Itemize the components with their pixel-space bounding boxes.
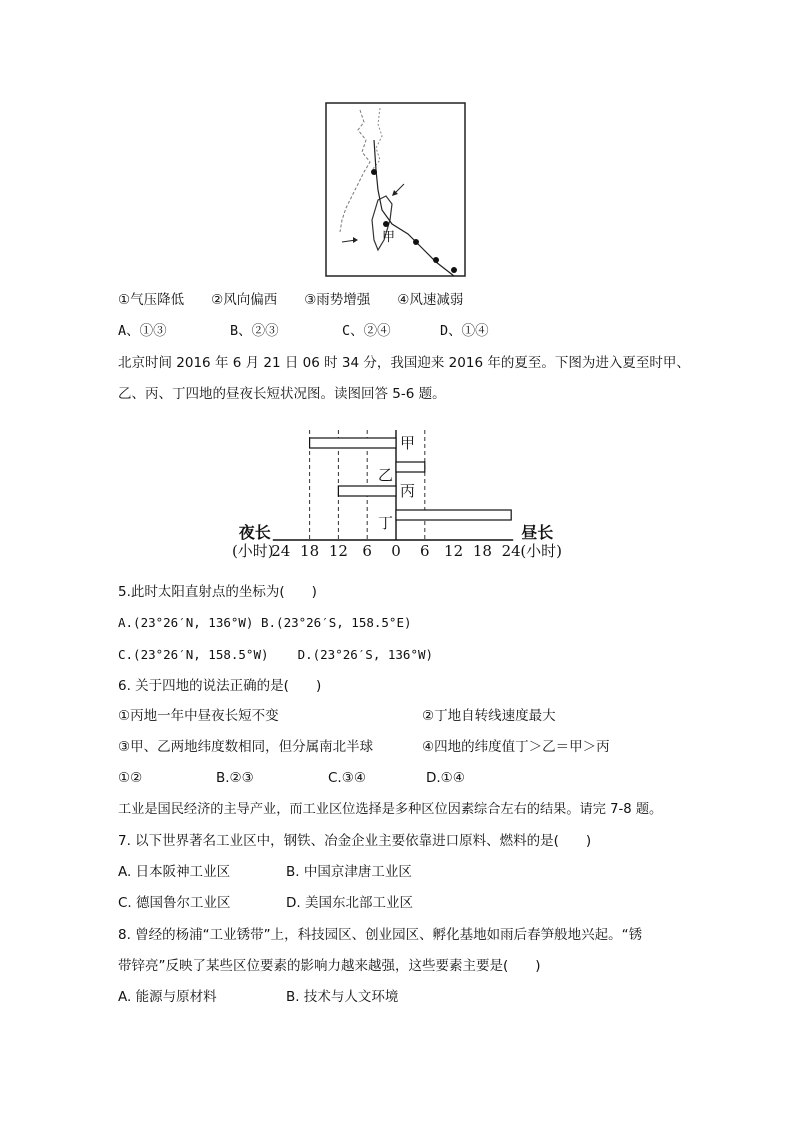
- chart-tick-label: 18: [472, 542, 492, 560]
- map-frame: [326, 103, 465, 276]
- day-night-chart: [220, 420, 600, 565]
- track-point: [371, 169, 377, 175]
- q7-option-d: D. 美国东北部工业区: [286, 895, 413, 911]
- intro-7-8: 工业是国民经济的主导产业，而工业区位选择是多种区位因素综合左右的结果。请完 7-8 题。: [118, 802, 663, 817]
- q5-option-d: D.(23°26′S, 136°W): [297, 647, 434, 662]
- chart-tick-label: 6: [362, 542, 372, 560]
- track-point: [413, 239, 419, 245]
- q7-stem: 7. 以下世界著名工业区中，钢铁、冶金企业主要依靠进口原料、燃料的是( ): [118, 833, 592, 849]
- track-point: [451, 267, 457, 273]
- q6-statement-4: ④四地的纬度值丁＞乙＝甲＞丙: [422, 739, 610, 755]
- chart-tick-label: 24: [271, 542, 291, 560]
- q8-option-a: A. 能源与原材料: [118, 989, 217, 1005]
- track-point: [433, 257, 439, 263]
- track-point: [383, 221, 389, 227]
- q5-options-cd: [118, 646, 433, 664]
- q6-stem: 6. 关于四地的说法正确的是( ): [118, 678, 322, 694]
- q4-option-c: C、②④: [342, 323, 391, 339]
- q7-option-a: A. 日本阪神工业区: [118, 864, 231, 880]
- chart-tick-label: 0: [391, 542, 401, 560]
- q6-option-c: C.③④: [328, 770, 366, 786]
- chart-xlabel-left: 夜长: [238, 523, 271, 542]
- q4-statements: ①气压降低 ②风向偏西 ③雨势增强 ④风速减弱: [118, 292, 464, 308]
- q6-option-d: D.①④: [426, 770, 465, 786]
- chart-tick-label: 12: [328, 542, 348, 560]
- q5-stem: 5.此时太阳直射点的坐标为( ): [118, 584, 317, 600]
- q7-option-b: B. 中国京津唐工业区: [286, 864, 412, 880]
- chart-category-label: 乙: [378, 466, 394, 484]
- chart-bar-day: [396, 462, 425, 472]
- q7-option-c: C. 德国鲁尔工业区: [118, 895, 231, 911]
- q6-option-b: B.②③: [216, 770, 254, 786]
- typhoon-track-map: [320, 100, 470, 280]
- q5-option-c: C.(23°26′N, 158.5°W): [118, 647, 269, 662]
- chart-bar-night: [338, 486, 396, 496]
- q4-option-a: A、①③: [118, 323, 167, 339]
- q5-option-a: A.(23°26′N, 136°W): [118, 615, 254, 630]
- q8-line1: 8. 曾经的杨浦“工业锈带”上，科技园区、创业园区、孵化基地如雨后春笋般地兴起。“锈: [118, 927, 643, 943]
- chart-xlabel-right: 昼长: [521, 523, 554, 542]
- q8-option-b: B. 技术与人文环境: [286, 989, 399, 1005]
- chart-tick-label: 6: [420, 542, 430, 560]
- chart-category-label: 甲: [400, 434, 416, 452]
- chart-xlabel-right-unit: (小时): [520, 542, 563, 560]
- q6-statement-3: ③甲、乙两地纬度数相同，但分属南北半球: [118, 739, 374, 755]
- q6-option-a: ①②: [118, 770, 143, 786]
- q4-option-d: D、①④: [440, 323, 489, 339]
- chart-bar-day: [396, 510, 511, 520]
- q4-option-b: B、②③: [230, 323, 279, 339]
- q5-option-b: B.(23°26′S, 158.5°E): [261, 615, 412, 630]
- chart-tick-label: 12: [444, 542, 464, 560]
- chart-tick-label: 18: [300, 542, 320, 560]
- q5-options-ab: [118, 614, 412, 632]
- chart-category-label: 丙: [400, 482, 416, 500]
- chart-xlabel-left-unit: (小时): [231, 542, 274, 560]
- intro-5-6-line2: 乙、丙、丁四地的昼夜长短状况图。读图回答 5-6 题。: [118, 386, 446, 402]
- map-label-jia: 甲: [382, 230, 396, 245]
- q8-line2: 带锌亮”反映了某些区位要素的影响力越来越强，这些要素主要是( ): [118, 958, 541, 974]
- intro-5-6-line1: 北京时间 2016 年 6 月 21 日 06 时 34 分，我国迎来 2016 年的夏至。下图为进入夏至时甲、: [118, 355, 690, 371]
- chart-tick-label: 24: [501, 542, 521, 560]
- q6-statement-2: ②丁地自转线速度最大: [422, 708, 556, 724]
- chart-bar-night: [310, 438, 396, 448]
- chart-category-label: 丁: [378, 514, 394, 532]
- q6-statement-1: ①丙地一年中昼夜长短不变: [118, 708, 279, 724]
